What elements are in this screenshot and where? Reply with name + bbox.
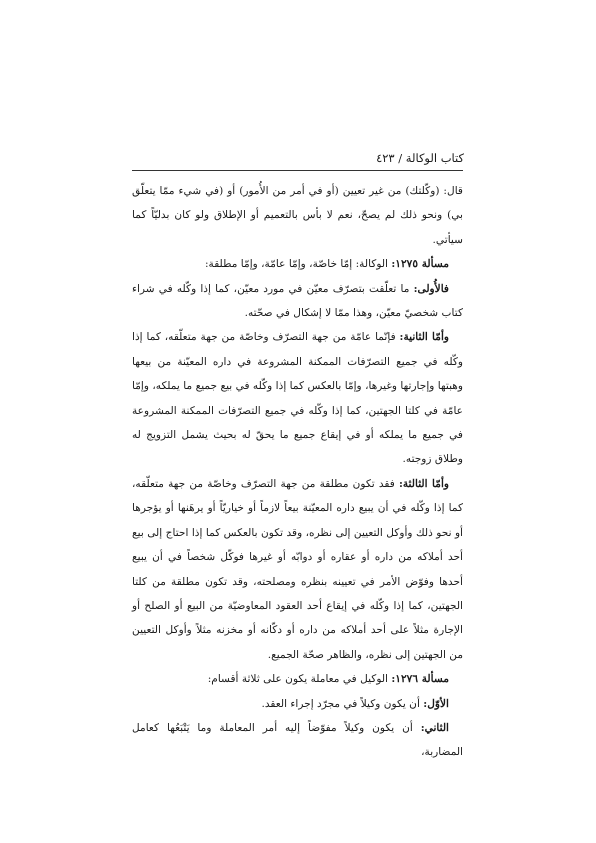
paragraph-lead: مسألة ١٢٧٥: [391, 258, 449, 271]
body-text [132, 179, 463, 765]
paragraph-text: فإنّما عامّة من جهة التصرّف وخاصّة من جهة متعلّقه، كما إذا وكّله في جميع التصرّفات الممكنة المشروعة في داره المعيّنة من بيعها وهبتها وإجارتها وغيرها، وإمّا بالعكس كما إذا وكّله في بيع جميع ما يملكه، وإمّا عامّة في كلتا الجهتين، كما إذا وكّله في جميع التصرّفات الممكنة المشروعة في جميع ما يملكه أو في إيقاع جميع ما يحقّ له بحيث يشمل التزويج له وطلاق زوجته. [132, 331, 463, 466]
paragraph-text: أن يكون وكيلاً في مجرّد إجراء العقد. [261, 697, 424, 710]
paragraph [132, 277, 463, 326]
paragraph-text: الوكالة: إمّا خاصّة، وإمّا عامّة، وإمّا مطلقة: [204, 258, 392, 271]
paragraph [132, 716, 463, 765]
paragraph-lead: الثاني: [420, 721, 449, 734]
paragraph-lead: وأمّا الثالثة: [398, 477, 450, 490]
running-head: كتاب الوكالة / ٤٢٣ [376, 151, 464, 165]
paragraph [132, 667, 463, 691]
paragraph [132, 472, 463, 667]
paragraph [132, 692, 463, 716]
paragraph-lead: وأمّا الثانية: [399, 331, 450, 344]
paragraph-lead: مسألة ١٢٧٦: [391, 673, 449, 686]
paragraph-text: فقد تكون مطلقة من جهة التصرّف وخاصّة من جهة متعلّقه، كما إذا وكّله في أن يبيع داره المعيّنة بيعاً لازماً أو خياريّاً أو يرهَنها أو يؤجرها أو نحو ذلك وأوكل التعيين إلى نظره، وقد تكون بالعكس كما إذا احتاج إلى بيع أحد أملاكه من داره أو عقاره أو دوابّه أو غيرها فوكّل شخصاً في أن يبيع أحدها وفوّض الأمر في تعيينه بنظره ومصلحته، وقد تكون مطلقة من كلتا الجهتين، كما إذا وكّله في إيقاع أحد العقود المعاوضيّة من البيع أو الصلح أو الإجارة مثلاً على أحد أملاكه من داره أو دكّانه أو مخزنه مثلاً وأوكل التعيين من الجهتين إلى نظره، والظاهر صحّة الجميع. [132, 477, 463, 661]
paragraph-text: الوكيل في معاملة يكون على ثلاثة أقسام: [207, 673, 392, 686]
paragraph-text: ما تعلّقت بتصرّف معيّن في مورد معيّن، كما إذا وكّله في شراء كتاب شخصيّ معيّن، وهذا ممّا لا إشكال في صحّته. [132, 282, 463, 320]
paragraph [132, 252, 463, 276]
paragraph-text: أن يكون وكيلاً مفوّضاً إليه أمر المعاملة وما يَتْبَعُها كعامل المضاربة، [132, 721, 463, 759]
paragraph-text: قال: (وكّلتك) من غير تعيين (أو في أمر من الأُمور) أو (في شيء ممّا يتعلّق بي) ونحو ذلك لم يصحّ، نعم لا بأس بالتعميم أو الإطلاق ولو كان بدليّاً كما سيأتي. [132, 185, 463, 246]
paragraph-lead: الأوّل: [423, 697, 449, 710]
paragraph-lead: فالأُولى: [413, 282, 449, 295]
paragraph [132, 325, 463, 471]
header-rule [132, 170, 463, 171]
paragraph [132, 179, 463, 252]
